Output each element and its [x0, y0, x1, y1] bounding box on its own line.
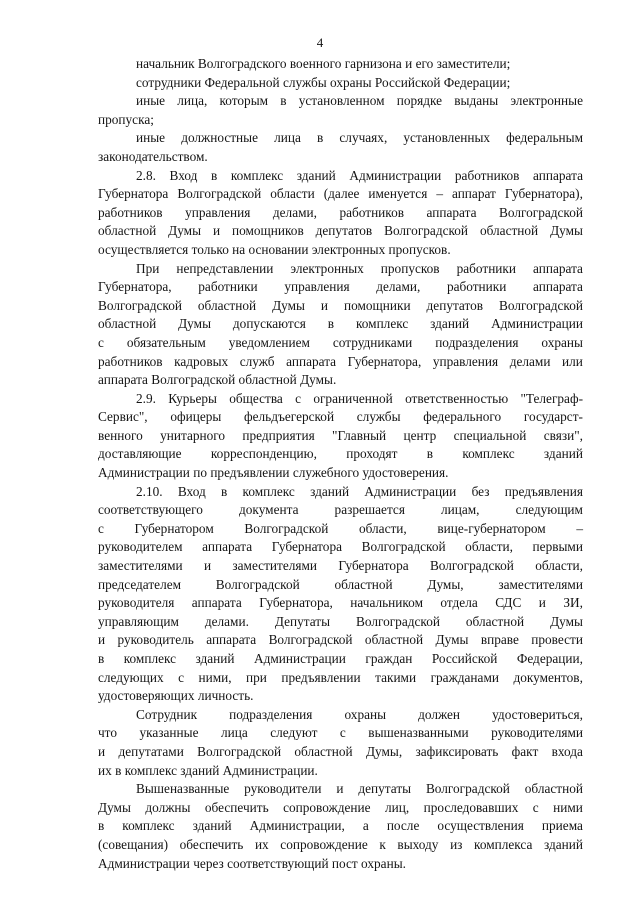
word: предъявлении [281, 669, 361, 685]
word: – [576, 520, 583, 536]
word: соответствующего [98, 502, 203, 518]
word: При [136, 260, 160, 276]
word: области, [535, 558, 583, 574]
word: Сервис", [98, 409, 148, 425]
text-line: начальник Волгоградского военного гарнизона и его заместители; [136, 56, 511, 71]
text-line [98, 631, 583, 650]
text-line: их в комплекс зданий Администрации. [98, 762, 318, 778]
word: с [98, 520, 104, 536]
document-body [98, 55, 583, 873]
word: ними, [198, 669, 232, 685]
word: депутаты [358, 781, 412, 797]
word: что [98, 725, 117, 741]
word: делами, [272, 204, 317, 220]
text-line: пропуска; [98, 111, 154, 127]
word: Курьеры [168, 390, 217, 406]
word: должен [418, 706, 461, 722]
text-line [98, 538, 583, 557]
word: работников [98, 353, 163, 369]
word: управляющим [98, 613, 179, 629]
text-line [98, 92, 583, 111]
word: аппарата [202, 539, 253, 555]
word: областной [294, 743, 353, 759]
word: Волгоградской [499, 204, 583, 220]
word: их [254, 836, 269, 852]
text-line: сотрудники Федеральной службы охраны Российской Федерации; [136, 74, 511, 90]
word: указанные [139, 725, 199, 741]
word: обязательным [126, 334, 206, 350]
text-line: Администрации по предъявлении служебного удостоверения. [98, 465, 449, 481]
word: зафиксировать [415, 743, 499, 759]
word: работники [456, 260, 517, 276]
text-line [98, 390, 583, 409]
word: (совещания) [98, 836, 168, 852]
word: сотрудниками [332, 334, 413, 350]
word: зданий [430, 316, 470, 332]
word: 2.8. [136, 167, 156, 183]
word: обеспечить [204, 799, 269, 815]
word: Волгоградской [215, 576, 300, 592]
text-line [98, 167, 583, 186]
word: проходят [346, 446, 398, 462]
text-line [98, 129, 583, 148]
word: помощники [343, 297, 411, 313]
word: предприятия [242, 427, 315, 443]
word: и [336, 781, 344, 797]
word: областной [479, 223, 539, 239]
word: Волгоградской [177, 186, 262, 202]
word: Думы [178, 316, 212, 332]
word: Администрации [364, 483, 457, 499]
word: Вход [177, 483, 206, 499]
word: и [203, 558, 212, 574]
text-line [98, 780, 583, 799]
word: комплекс [122, 818, 175, 834]
word: "Главный [332, 427, 387, 443]
word: и [212, 223, 221, 239]
word: депутатов [426, 297, 484, 313]
text-line [98, 613, 583, 632]
word: Губернатора [98, 186, 169, 202]
word: Волгоградской [384, 223, 469, 239]
word: общества [229, 390, 283, 406]
word: заместителями [498, 576, 583, 592]
word: работники [198, 279, 258, 295]
word: Российской [431, 651, 498, 666]
word: допускаются [232, 316, 306, 332]
word: вице-губернатором [437, 520, 546, 536]
word: комплекс [123, 651, 177, 666]
word: подразделения [435, 334, 519, 350]
word: начальником [350, 595, 423, 611]
word: осуществления [437, 818, 524, 834]
word: в [211, 167, 218, 183]
word: из [450, 836, 463, 852]
word: зданий [195, 651, 235, 666]
word: подразделения [229, 706, 313, 722]
word: кадровых [174, 353, 229, 369]
word: офицеры [170, 409, 222, 425]
word: зданий [310, 483, 350, 499]
word: заместителями [232, 558, 317, 574]
word: руководителями [491, 725, 583, 741]
text-line [98, 427, 583, 446]
word: Думы [272, 297, 305, 313]
word: комплекс [462, 446, 515, 462]
word: делами. [204, 613, 249, 629]
word: непредставлении [176, 260, 274, 276]
word: Думы [550, 223, 583, 239]
word: уведомлением [228, 334, 310, 350]
word: Администрации, [249, 818, 345, 834]
word: и [98, 743, 106, 759]
word: в [327, 316, 335, 332]
word: депутатов [315, 223, 373, 239]
word: при [246, 669, 267, 685]
word: Губернатора, [98, 279, 172, 295]
word: комплекса [474, 836, 533, 852]
word: в [221, 483, 228, 499]
word: комплекс [355, 316, 409, 332]
text-line [98, 204, 583, 223]
text-line [98, 185, 583, 204]
text-line: законодательством. [98, 148, 208, 164]
word: аппарата [206, 632, 257, 648]
word: Волгоградской [355, 613, 440, 629]
word: руководители [244, 781, 322, 797]
word: государст- [523, 409, 583, 425]
word: комплекс [230, 167, 284, 183]
word: руководитель [117, 632, 194, 648]
text-line [98, 799, 583, 818]
word: аппарат [451, 186, 496, 202]
word: пропусков [380, 260, 440, 276]
word: Думы [550, 613, 583, 629]
word: – [436, 186, 443, 202]
word: выходу [397, 836, 439, 852]
word: после [386, 818, 420, 834]
word: Волгоградской [268, 632, 353, 648]
text-line [98, 817, 583, 836]
word: установленном [298, 93, 385, 109]
word: руководителем [98, 539, 183, 555]
word: лица [274, 130, 301, 146]
word: граждан [365, 651, 413, 666]
word: обеспечить [179, 836, 244, 852]
word: Губернатора [271, 539, 343, 555]
text-line [98, 297, 583, 316]
word: выданы [454, 93, 499, 109]
word: депутатами [118, 743, 184, 759]
word: электронных [290, 260, 364, 276]
word: делами, [376, 279, 421, 295]
word: Думы [435, 632, 469, 648]
word: корреспонденцию, [210, 446, 317, 462]
text-line: Администрации через соответствующий пост охраны. [98, 855, 406, 871]
word: фельдъегерской [244, 409, 335, 425]
word: и [320, 297, 329, 313]
word: работников [454, 167, 520, 183]
word: аппарата [286, 353, 337, 369]
word: должностные [181, 130, 259, 146]
word: следуют [270, 725, 318, 741]
word: вышеназванными [368, 725, 469, 741]
text-line [98, 743, 583, 762]
word: с [98, 334, 104, 350]
word: без [471, 483, 490, 499]
word: руководителя [98, 595, 175, 611]
text-line [98, 557, 583, 576]
word: зданий [543, 446, 583, 462]
word: делами [509, 353, 551, 369]
word: зданий [543, 836, 583, 852]
word: работники [446, 279, 507, 295]
word: сопровождение [280, 836, 368, 852]
word: Волгоградской [429, 558, 514, 574]
page-number: 4 [316, 35, 324, 50]
word: Администрации [349, 167, 442, 183]
word: Думы, [365, 743, 403, 759]
word: такими [375, 669, 417, 685]
word: Губернатором [134, 520, 214, 536]
word: а [362, 818, 369, 834]
word: области, [465, 539, 513, 555]
word: Губернатора), [504, 186, 583, 202]
word: федерального [423, 409, 502, 425]
word: 2.10. [136, 483, 163, 499]
word: помощников [231, 223, 304, 239]
word: областной [98, 316, 157, 332]
word: Губернатора, [347, 353, 422, 369]
word: разрешается [334, 502, 405, 518]
word: Волгоградской [244, 520, 329, 536]
word: центр [403, 427, 437, 443]
word: Вход [169, 167, 198, 183]
word: ЗИ, [563, 595, 583, 611]
word: иные [136, 93, 166, 109]
word: в [98, 818, 105, 834]
word: случаях, [339, 130, 388, 146]
word: провести [531, 632, 583, 648]
word: зданий [296, 167, 336, 183]
word: заместителями [98, 558, 183, 574]
word: областной [364, 632, 424, 648]
text-line [98, 501, 583, 520]
word: следующих [98, 669, 164, 685]
word: и [538, 595, 546, 611]
text-line: аппарата Волгоградской областной Думы. [98, 372, 337, 388]
word: областной [197, 297, 257, 313]
word: (далее [323, 186, 360, 202]
word: федеральным [506, 130, 583, 146]
word: Волгоградской [197, 743, 282, 759]
word: охраны [541, 334, 583, 350]
text-line [98, 315, 583, 334]
text-line: осуществляется только на основании электронных пропусков. [98, 241, 451, 257]
text-line [98, 222, 583, 241]
word: Губернатора [338, 558, 409, 574]
text-line [98, 576, 583, 595]
word: с [339, 725, 346, 741]
text-line [98, 445, 583, 464]
word: отдела [440, 595, 478, 611]
word: которым [219, 93, 269, 109]
text-line [98, 353, 583, 372]
word: Волгоградской [361, 539, 446, 555]
word: работников [98, 204, 163, 220]
word: факт [511, 743, 539, 759]
text-line [98, 706, 583, 725]
word: Губернатора, [259, 595, 333, 611]
word: лицам, [441, 502, 480, 518]
word: лиц, [385, 799, 410, 815]
word: Депутаты [274, 613, 331, 629]
text-line [98, 669, 583, 688]
word: в [280, 93, 287, 109]
word: порядке [396, 93, 443, 109]
word: службы [356, 409, 401, 425]
word: приема [541, 818, 583, 834]
word: должны [145, 799, 191, 815]
text-line [98, 836, 583, 855]
word: областной [465, 613, 525, 629]
word: вправе [480, 632, 519, 648]
word: проследовавших [423, 799, 519, 815]
word: доставляющие [98, 446, 182, 462]
word: установленных [403, 130, 491, 146]
word: ними [553, 799, 583, 815]
word: предъявления [504, 483, 583, 499]
word: лица, [177, 93, 208, 109]
text-line [98, 594, 583, 613]
word: связи", [543, 427, 583, 443]
word: комплекс [242, 483, 295, 499]
word: в [98, 651, 105, 666]
word: управления [185, 204, 251, 220]
word: 2.9. [136, 390, 156, 406]
text-line: удостоверяющих личность. [98, 688, 254, 704]
word: областной [524, 781, 583, 797]
word: областной [334, 576, 393, 592]
word: зданий [192, 818, 232, 834]
word: Волгоградской [499, 297, 583, 313]
text-line [98, 408, 583, 427]
word: Думы [168, 223, 202, 239]
word: области [270, 186, 315, 202]
word: в [426, 446, 434, 462]
word: аппарата [533, 260, 583, 276]
word: Думы, [427, 576, 464, 592]
word: к [379, 836, 386, 852]
word: следующим [515, 502, 583, 518]
text-line [98, 334, 583, 353]
word: документа [239, 502, 299, 518]
word: сопровождение [283, 799, 371, 815]
text-line [98, 520, 583, 539]
word: Федерации, [516, 651, 583, 666]
word: аппарата [426, 204, 477, 220]
text-line [98, 260, 583, 279]
word: иные [136, 130, 166, 146]
word: Администрации [254, 651, 346, 666]
word: специальной [453, 427, 527, 443]
word: электронные [510, 93, 583, 109]
word: с [178, 669, 184, 685]
word: "Телеграф- [520, 390, 583, 406]
word: Думы [98, 799, 131, 815]
word: Администрации [491, 316, 583, 332]
word: документов, [513, 669, 583, 685]
text-line [98, 650, 583, 669]
word: Вышеназванные [136, 781, 230, 797]
word: венного [98, 427, 143, 443]
word: или [562, 353, 583, 369]
text-line [98, 278, 583, 297]
word: лица [220, 725, 248, 741]
word: Волгоградской [425, 781, 510, 797]
word: СДС [495, 595, 522, 611]
word: с [532, 799, 539, 815]
word: с [295, 390, 302, 406]
word: служб [239, 353, 275, 369]
word: удостовериться, [492, 706, 583, 722]
word: первыми [532, 539, 583, 555]
word: аппарата [191, 595, 242, 611]
word: гражданами [430, 669, 499, 685]
word: Волгоградской [98, 297, 182, 313]
word: управления [432, 353, 499, 369]
word: работников [339, 204, 405, 220]
word: Сотрудник [136, 706, 198, 722]
word: в [317, 130, 324, 146]
word: областной [98, 223, 157, 239]
word: ответственностью [405, 390, 509, 406]
word: аппарата [532, 279, 583, 295]
word: входа [551, 743, 583, 759]
word: охраны [344, 706, 387, 722]
word: и [98, 632, 106, 648]
word: унитарного [160, 427, 226, 443]
word: области, [358, 520, 407, 536]
text-line [98, 724, 583, 743]
word: управления [284, 279, 350, 295]
word: ограниченной [313, 390, 393, 406]
word: именуется [368, 186, 428, 202]
word: председателем [98, 576, 182, 592]
word: аппарата [533, 167, 583, 183]
text-line [98, 483, 583, 502]
